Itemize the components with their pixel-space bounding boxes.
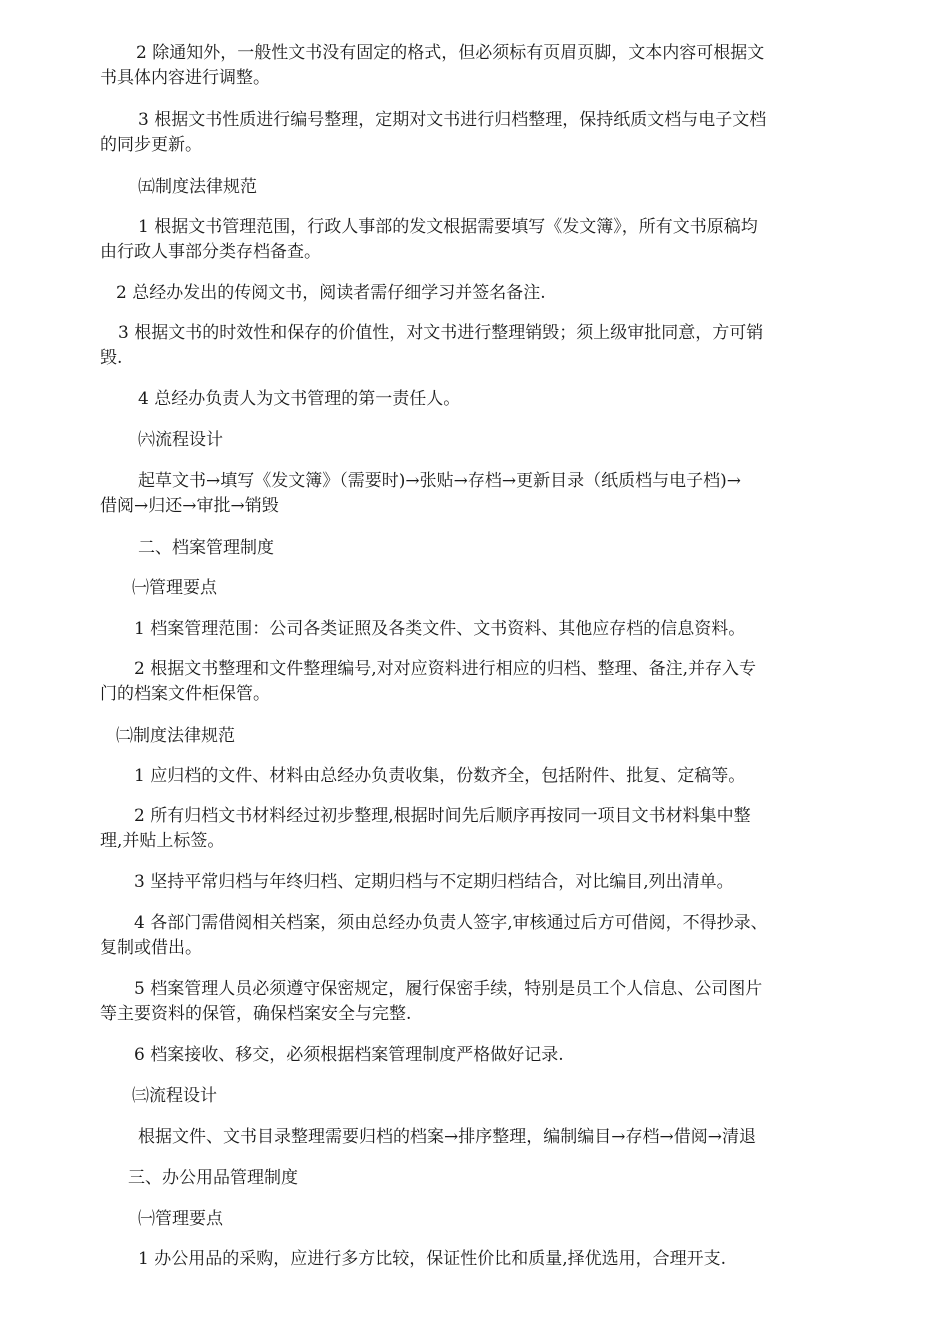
paragraph (100, 321, 852, 371)
text-line: 3 坚持平常归档与年终归档、定期归档与不定期归档结合，对比编目,列出清单。 (134, 872, 734, 892)
text-line: 等主要资料的保管，确保档案安全与完整. (100, 1004, 412, 1024)
text-line: 毁. (100, 348, 123, 368)
text-line: ㈥流程设计 (138, 430, 223, 450)
text-line: 2 根据文书整理和文件整理编号,对对应资料进行相应的归档、整理、备注,并存入专 (134, 659, 757, 679)
section-subheading (100, 1207, 852, 1232)
paragraph (100, 469, 852, 519)
text-line: 1 根据文书管理范围，行政人事部的发文根据需要填写《发文簿》，所有文书原稿均 (138, 217, 758, 237)
paragraph (100, 1247, 852, 1272)
paragraph (100, 387, 852, 412)
text-line: ㈢流程设计 (132, 1086, 217, 1106)
section-subheading (100, 428, 852, 453)
text-line: ㈡制度法律规范 (116, 726, 235, 746)
text-line: 复制或借出。 (100, 938, 202, 958)
text-line: 书具体内容进行调整。 (100, 68, 270, 88)
text-line: 6 档案接收、移交，必须根据档案管理制度严格做好记录. (134, 1045, 564, 1065)
paragraph (100, 764, 852, 789)
text-line: ㈠管理要点 (132, 578, 217, 598)
text-line: 1 办公用品的采购，应进行多方比较，保证性价比和质量,择优选用，合理开支. (138, 1249, 727, 1269)
text-line: 借阅→归还→审批→销毁 (100, 496, 279, 516)
text-line: 理,并贴上标签。 (100, 831, 225, 851)
text-line: 二、档案管理制度 (138, 538, 274, 558)
paragraph (100, 1125, 852, 1150)
paragraph (100, 657, 852, 707)
paragraph (100, 1043, 852, 1068)
text-line: 1 应归档的文件、材料由总经办负责收集，份数齐全，包括附件、批复、定稿等。 (134, 766, 746, 786)
text-line: 的同步更新。 (100, 135, 202, 155)
text-line: 2 所有归档文书材料经过初步整理,根据时间先后顺序再按同一项目文书材料集中整 (134, 806, 751, 826)
text-line: 由行政人事部分类存档备查。 (100, 242, 321, 262)
paragraph (100, 41, 852, 91)
text-line: 4 各部门需借阅相关档案，须由总经办负责人签字,审核通过后方可借阅，不得抄录、 (134, 913, 768, 933)
text-line: 2 总经办发出的传阅文书，阅读者需仔细学习并签名备注. (116, 283, 546, 303)
section-subheading (100, 175, 852, 200)
text-line: 3 根据文书性质进行编号整理，定期对文书进行归档整理，保持纸质文档与电子文档 (138, 110, 767, 130)
paragraph (100, 911, 852, 961)
text-line: 1 档案管理范围：公司各类证照及各类文件、文书资料、其他应存档的信息资料。 (134, 619, 746, 639)
text-line: 3 根据文书的时效性和保存的价值性，对文书进行整理销毁；须上级审批同意，方可销 (118, 323, 764, 343)
paragraph (100, 977, 852, 1027)
section-subheading (100, 576, 852, 601)
text-line: 起草文书→填写《发文簿》（需要时)→张贴→存档→更新目录（纸质档与电子档)→ (138, 471, 741, 491)
text-line: 门的档案文件柜保管。 (100, 684, 270, 704)
paragraph (100, 617, 852, 642)
section-heading (100, 1166, 852, 1191)
text-line: ㈤制度法律规范 (138, 177, 257, 197)
text-line: 2 除通知外，一般性文书没有固定的格式，但必须标有页眉页脚，文本内容可根据文 (136, 43, 765, 63)
text-line: 4 总经办负责人为文书管理的第一责任人。 (138, 389, 461, 409)
text-line: 三、办公用品管理制度 (128, 1168, 298, 1188)
text-line: ㈠管理要点 (138, 1209, 223, 1229)
paragraph (100, 870, 852, 895)
section-subheading (100, 724, 852, 749)
paragraph (100, 108, 852, 158)
paragraph (100, 804, 852, 854)
section-subheading (100, 1084, 852, 1109)
section-heading (100, 536, 852, 561)
text-line: 5 档案管理人员必须遵守保密规定，履行保密手续，特别是员工个人信息、公司图片 (134, 979, 763, 999)
paragraph (100, 215, 852, 265)
paragraph (100, 281, 852, 306)
text-line: 根据文件、文书目录整理需要归档的档案→排序整理，编制编目→存档→借阅→清退 (138, 1127, 756, 1147)
